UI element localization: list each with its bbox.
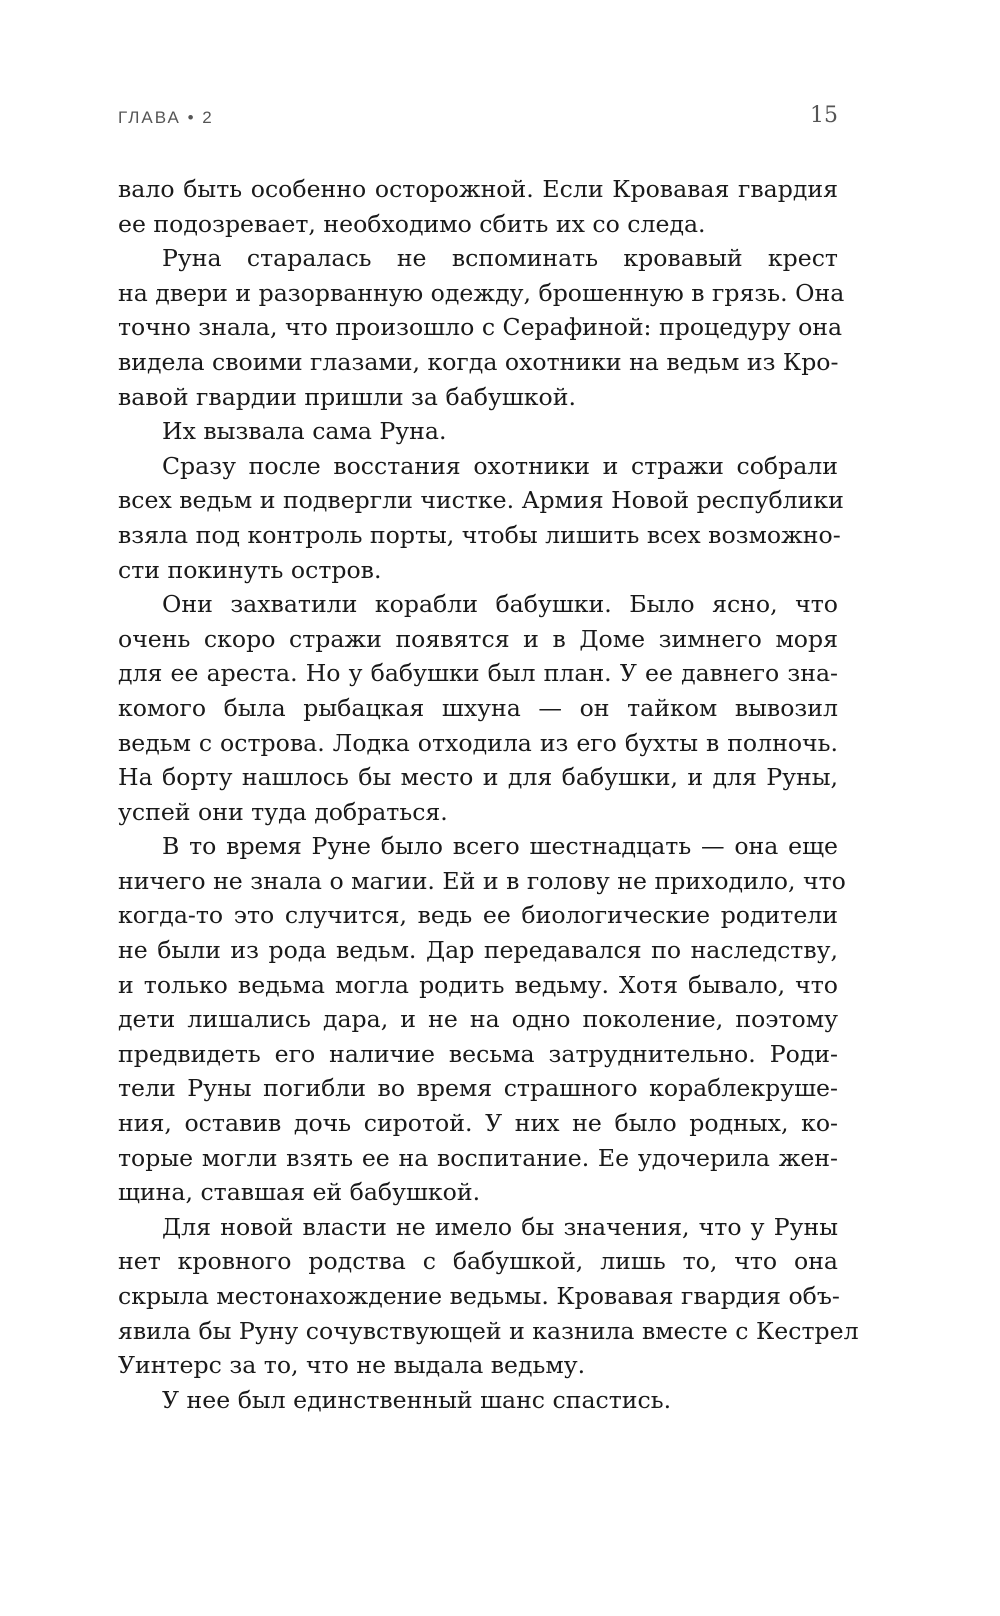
page-number: 15 bbox=[810, 103, 838, 128]
paragraph bbox=[118, 1383, 838, 1418]
text-line: предвидеть его наличие весьма затруднительно. Роди- bbox=[118, 1039, 838, 1068]
text-line: ния, оставив дочь сиротой. У них не было родных, ко- bbox=[118, 1109, 838, 1138]
paragraph bbox=[118, 172, 838, 241]
paragraph bbox=[118, 241, 845, 414]
text-line: на двери и разорванную одежду, брошенную в грязь. Она bbox=[118, 278, 845, 307]
paragraph bbox=[118, 587, 838, 829]
text-line: ведьм с острова. Лодка отходила из его бухты в полночь. bbox=[118, 728, 838, 757]
text-line: На борту нашлось бы место и для бабушки, и для Руны, bbox=[118, 763, 838, 792]
paragraph bbox=[118, 414, 838, 449]
text-line: когда-то это случится, ведь ее биологические родители bbox=[118, 901, 838, 930]
paragraph bbox=[118, 1210, 859, 1383]
text-line: видела своими глазами, когда охотники на ведьм из Кро- bbox=[118, 347, 839, 376]
text-line: очень скоро стражи появятся и в Доме зимнего моря bbox=[118, 624, 838, 653]
text-line: не были из рода ведьм. Дар передавался по наследству, bbox=[118, 936, 838, 965]
text-line: скрыла местонахождение ведьмы. Кровавая гвардия объ- bbox=[118, 1282, 840, 1310]
text-line: всех ведьм и подвергли чистке. Армия Новой республики bbox=[118, 486, 844, 515]
text-line: Сразу после восстания охотники и стражи собрали bbox=[162, 451, 838, 480]
text-line: вало быть особенно осторожной. Если Кровавая гвардия bbox=[118, 175, 838, 203]
text-line: Для новой власти не имело бы значения, что у Руны bbox=[162, 1212, 838, 1241]
text-line: ничего не знала о магии. Ей и в голову не приходило, что bbox=[118, 866, 846, 895]
text-line: Их вызвала сама Руна. bbox=[162, 417, 447, 446]
text-line: дети лишались дара, и не на одно поколение, поэтому bbox=[118, 1005, 838, 1034]
text-line: явила бы Руну сочувствующей и казнила вместе с Кестрел bbox=[118, 1316, 859, 1345]
text-line: сти покинуть остров. bbox=[118, 555, 382, 584]
text-line: торые могли взять ее на воспитание. Ее удочерила жен- bbox=[118, 1143, 838, 1172]
text-line: взяла под контроль порты, чтобы лишить всех возможно- bbox=[118, 520, 841, 549]
text-line: Они захватили корабли бабушки. Было ясно, что bbox=[162, 590, 838, 619]
text-line: тели Руны погибли во время страшного кораблекруше- bbox=[118, 1074, 838, 1103]
text-line: вавой гвардии пришли за бабушкой. bbox=[118, 382, 576, 411]
text-line: успей они туда добраться. bbox=[118, 797, 448, 826]
running-head: ГЛАВА • 2 bbox=[118, 108, 214, 127]
text-line: комого была рыбацкая шхуна — он тайком вывозил bbox=[118, 693, 838, 722]
paragraph bbox=[118, 449, 844, 587]
text-line: и только ведьма могла родить ведьму. Хотя бывало, что bbox=[118, 970, 838, 999]
text-line: У нее был единственный шанс спастись. bbox=[162, 1385, 672, 1414]
text-line: Уинтерс за то, что не выдала ведьму. bbox=[118, 1351, 586, 1380]
paragraph bbox=[118, 829, 846, 1210]
text-line: ее подозревает, необходимо сбить их со следа. bbox=[118, 209, 706, 238]
text-line: для ее ареста. Но у бабушки был план. У ее давнего зна- bbox=[118, 659, 838, 688]
text-line: щина, ставшая ей бабушкой. bbox=[118, 1178, 481, 1207]
text-line: В то время Руне было всего шестнадцать — она еще bbox=[162, 832, 838, 861]
body-text bbox=[118, 172, 859, 1417]
text-line: нет кровного родства с бабушкой, лишь то, что она bbox=[118, 1247, 838, 1276]
text-line: точно знала, что произошло с Серафиной: процедуру она bbox=[118, 313, 843, 342]
text-line: Руна старалась не вспоминать кровавый крест bbox=[162, 244, 838, 273]
